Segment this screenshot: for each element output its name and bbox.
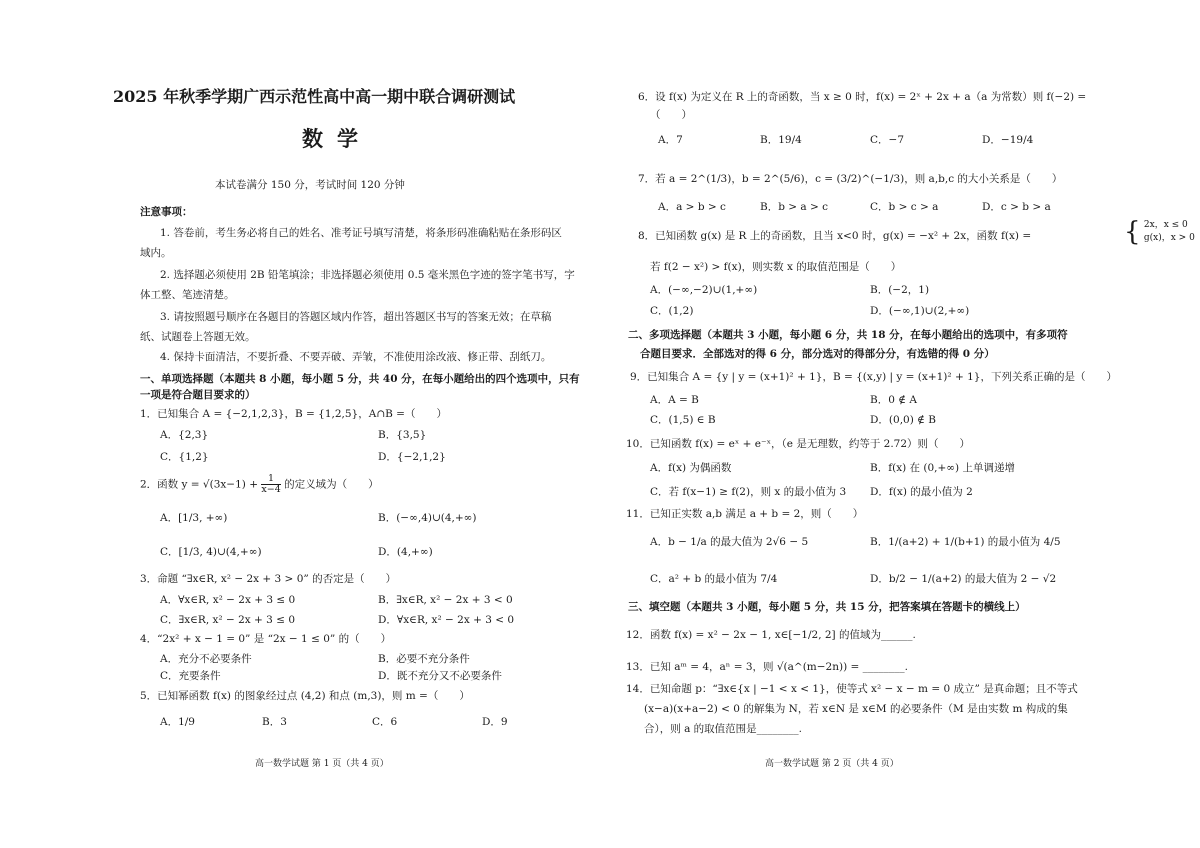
question-12-stem: 12．函数 f(x) = x² − 2x − 1, x∈[−1/2, 2] 的值域为______. xyxy=(626,629,916,641)
exam-page-2 xyxy=(600,0,1200,848)
note-line: 1. 答卷前，考生务必将自己的姓名、准考证号填写清楚，将条形码准确粘贴在条形码区 xyxy=(160,227,562,239)
page-footer: 高一数学试题 第 2 页（共 4 页） xyxy=(765,759,899,769)
question-13-stem: 13．已知 aᵐ = 4，aⁿ = 3，则 √(a^(m−2n)) = ________. xyxy=(626,661,908,673)
option-a: A．[1/3, +∞) xyxy=(160,512,228,524)
option-c: C．[1/3, 4)∪(4,+∞) xyxy=(160,546,262,558)
section-heading: 合题目要求．全部选对的得 6 分，部分选对的得部分分，有选错的得 0 分） xyxy=(640,348,995,360)
section-heading: 一项是符合题目要求的） xyxy=(140,389,256,401)
note-line: 纸、试题卷上答题无效。 xyxy=(140,331,256,343)
option-d: D．∀x∈R, x² − 2x + 3 < 0 xyxy=(378,614,515,626)
option-c: C．−7 xyxy=(870,134,905,146)
option-b: B．必要不充分条件 xyxy=(378,653,470,665)
option-a: A．A = B xyxy=(650,394,699,406)
subject-title: 数学 xyxy=(302,126,372,151)
section-heading: 三、填空题（本题共 3 小题，每小题 5 分，共 15 分，把答案填在答题卡的横线上） xyxy=(628,601,1026,613)
fraction-numerator: 1 xyxy=(261,474,280,485)
option-b: B．b > a > c xyxy=(760,201,829,213)
option-d: D．9 xyxy=(482,716,508,728)
question-8-stem: 8．已知函数 g(x) 是 R 上的奇函数，且当 x<0 时，g(x) = −x² + 2x，函数 f(x) = xyxy=(638,230,1032,242)
option-b: B．f(x) 在 (0,+∞) 上单调递增 xyxy=(870,462,1015,474)
option-a: A．(−∞,−2)∪(1,+∞) xyxy=(650,284,758,296)
option-c: C．充要条件 xyxy=(160,670,221,682)
question-6-stem-cont: （ ） xyxy=(650,109,692,121)
page-footer: 高一数学试题 第 1 页（共 4 页） xyxy=(255,759,389,769)
option-a: A．b − 1/a 的最大值为 2√6 − 5 xyxy=(650,536,809,548)
note-line: 域内。 xyxy=(140,247,172,259)
option-b: B．∃x∈R, x² − 2x + 3 < 0 xyxy=(378,594,513,606)
section-heading: 一、单项选择题（本题共 8 小题，每小题 5 分，共 40 分，在每小题给出的四个选项中，只有 xyxy=(140,373,580,385)
question-5-stem: 5．已知幂函数 f(x) 的图象经过点 (4,2) 和点 (m,3)，则 m =（ ） xyxy=(140,690,470,702)
question-3-stem: 3．命题 “∃x∈R, x² − 2x + 3 > 0” 的否定是（ ） xyxy=(140,573,397,585)
option-d: D．(−∞,1)∪(2,+∞) xyxy=(870,305,970,317)
question-11-stem: 11．已知正实数 a,b 满足 a + b = 2，则（ ） xyxy=(626,508,864,520)
option-b: B．(−∞,4)∪(4,+∞) xyxy=(378,512,477,524)
option-d: D．b/2 − 1/(a+2) 的最大值为 2 − √2 xyxy=(870,573,1057,585)
option-a: A．{2,3} xyxy=(160,429,209,441)
exam-info: 本试卷满分 150 分，考试时间 120 分钟 xyxy=(215,179,405,191)
question-7-stem: 7．若 a = 2^(1/3)，b = 2^(5/6)，c = (3/2)^(−1/3)，则 a,b,c 的大小关系是（ ） xyxy=(638,173,1063,185)
question-4-stem: 4．“2x² + x − 1 = 0” 是 “2x − 1 ≤ 0” 的（ ） xyxy=(140,633,392,645)
option-c: C．b > c > a xyxy=(870,201,939,213)
option-c: C．(1,2) xyxy=(650,305,694,317)
option-b: B．19/4 xyxy=(760,134,802,146)
question-14-stem-cont: (x−a)(x+a−2) < 0 的解集为 N，若 x∈N 是 x∈M 的必要条件（M 是由实数 m 构成的集 xyxy=(644,703,1068,715)
question-8-stem-cont: 若 f(2 − x²) > f(x)，则实数 x 的取值范围是（ ） xyxy=(650,261,902,273)
notes-heading: 注意事项： xyxy=(140,206,193,218)
question-2-stem xyxy=(140,474,379,495)
question-14-stem: 14．已知命题 p：“∃x∈{x | −1 < x < 1}，使等式 x² − x − m = 0 成立” 是真命题；且不等式 xyxy=(626,683,1078,695)
option-b: B．3 xyxy=(262,716,287,728)
piecewise-function xyxy=(1124,219,1195,245)
option-c: C．{1,2} xyxy=(160,451,209,463)
option-a: A．充分不必要条件 xyxy=(160,653,252,665)
fraction-denominator: x−4 xyxy=(261,484,281,495)
question-1-stem: 1．已知集合 A = {−2,1,2,3}，B = {1,2,5}，A∩B =（ ） xyxy=(140,408,447,420)
option-d: D．{−2,1,2} xyxy=(378,451,446,463)
note-line: 2. 选择题必须使用 2B 铅笔填涂；非选择题必须使用 0.5 毫米黑色字迹的签字笔书写，字 xyxy=(160,269,575,281)
option-d: D．(4,+∞) xyxy=(378,546,433,558)
option-b: B．(−2，1) xyxy=(870,284,930,296)
fraction xyxy=(261,474,280,495)
question-10-stem: 10．已知函数 f(x) = eˣ + e⁻ˣ，（e 是无理数，约等于 2.72）则（ ） xyxy=(626,438,971,450)
option-a: A．f(x) 为偶函数 xyxy=(650,462,732,474)
piecewise-case: 2x，x ≤ 0 xyxy=(1143,220,1188,230)
option-a: A．a > b > c xyxy=(658,201,726,213)
option-c: C．a² + b 的最小值为 7/4 xyxy=(650,573,778,585)
question-14-stem-cont: 合），则 a 的取值范围是________. xyxy=(644,723,803,735)
option-d: D．c > b > a xyxy=(982,201,1051,213)
option-a: A．7 xyxy=(658,134,683,146)
option-a: A．1/9 xyxy=(160,716,195,728)
option-a: A．∀x∈R, x² − 2x + 3 ≤ 0 xyxy=(160,594,296,606)
option-d: D．(0,0) ∉ B xyxy=(870,414,936,426)
note-line: 体工整、笔迹清楚。 xyxy=(140,289,235,301)
option-b: B．1/(a+2) + 1/(b+1) 的最小值为 4/5 xyxy=(870,536,1061,548)
note-line: 4. 保持卡面清洁，不要折叠、不要弄破、弄皱，不准使用涂改液、修正带、刮纸刀。 xyxy=(160,351,552,363)
question-2-stem-pre: 2．函数 y = √(3x−1) + xyxy=(140,478,259,491)
brace-glyph: { xyxy=(1124,217,1141,247)
question-2-stem-post: 的定义域为（ ） xyxy=(284,478,379,491)
option-c: C．(1,5) ∈ B xyxy=(650,414,716,426)
section-heading: 二、多项选择题（本题共 3 小题，每小题 6 分，共 18 分，在每小题给出的选项中，有多项符 xyxy=(628,329,1068,341)
option-c: C．6 xyxy=(372,716,398,728)
piecewise-case: g(x)，x > 0 xyxy=(1143,233,1195,243)
option-d: D．−19/4 xyxy=(982,134,1034,146)
note-line: 3. 请按照题号顺序在各题目的答题区域内作答，超出答题区书写的答案无效；在草稿 xyxy=(160,311,552,323)
piecewise-cases xyxy=(1144,219,1195,245)
option-b: B．0 ∉ A xyxy=(870,394,917,406)
exam-title: 2025 年秋季学期广西示范性高中高一期中联合调研测试 xyxy=(113,87,516,106)
question-6-stem: 6．设 f(x) 为定义在 R 上的奇函数，当 x ≥ 0 时，f(x) = 2ˣ + 2x + a（a 为常数）则 f(−2) = xyxy=(638,91,1087,103)
option-b: B．{3,5} xyxy=(378,429,427,441)
question-9-stem: 9．已知集合 A = {y | y = (x+1)² + 1}，B = {(x,y) | y = (x+1)² + 1}，下列关系正确的是（ ） xyxy=(630,371,1117,383)
option-c: C．若 f(x−1) ≥ f(2)，则 x 的最小值为 3 xyxy=(650,486,847,498)
option-c: C．∃x∈R, x² − 2x + 3 ≤ 0 xyxy=(160,614,296,626)
option-d: D．f(x) 的最小值为 2 xyxy=(870,486,973,498)
option-d: D．既不充分又不必要条件 xyxy=(378,670,502,682)
